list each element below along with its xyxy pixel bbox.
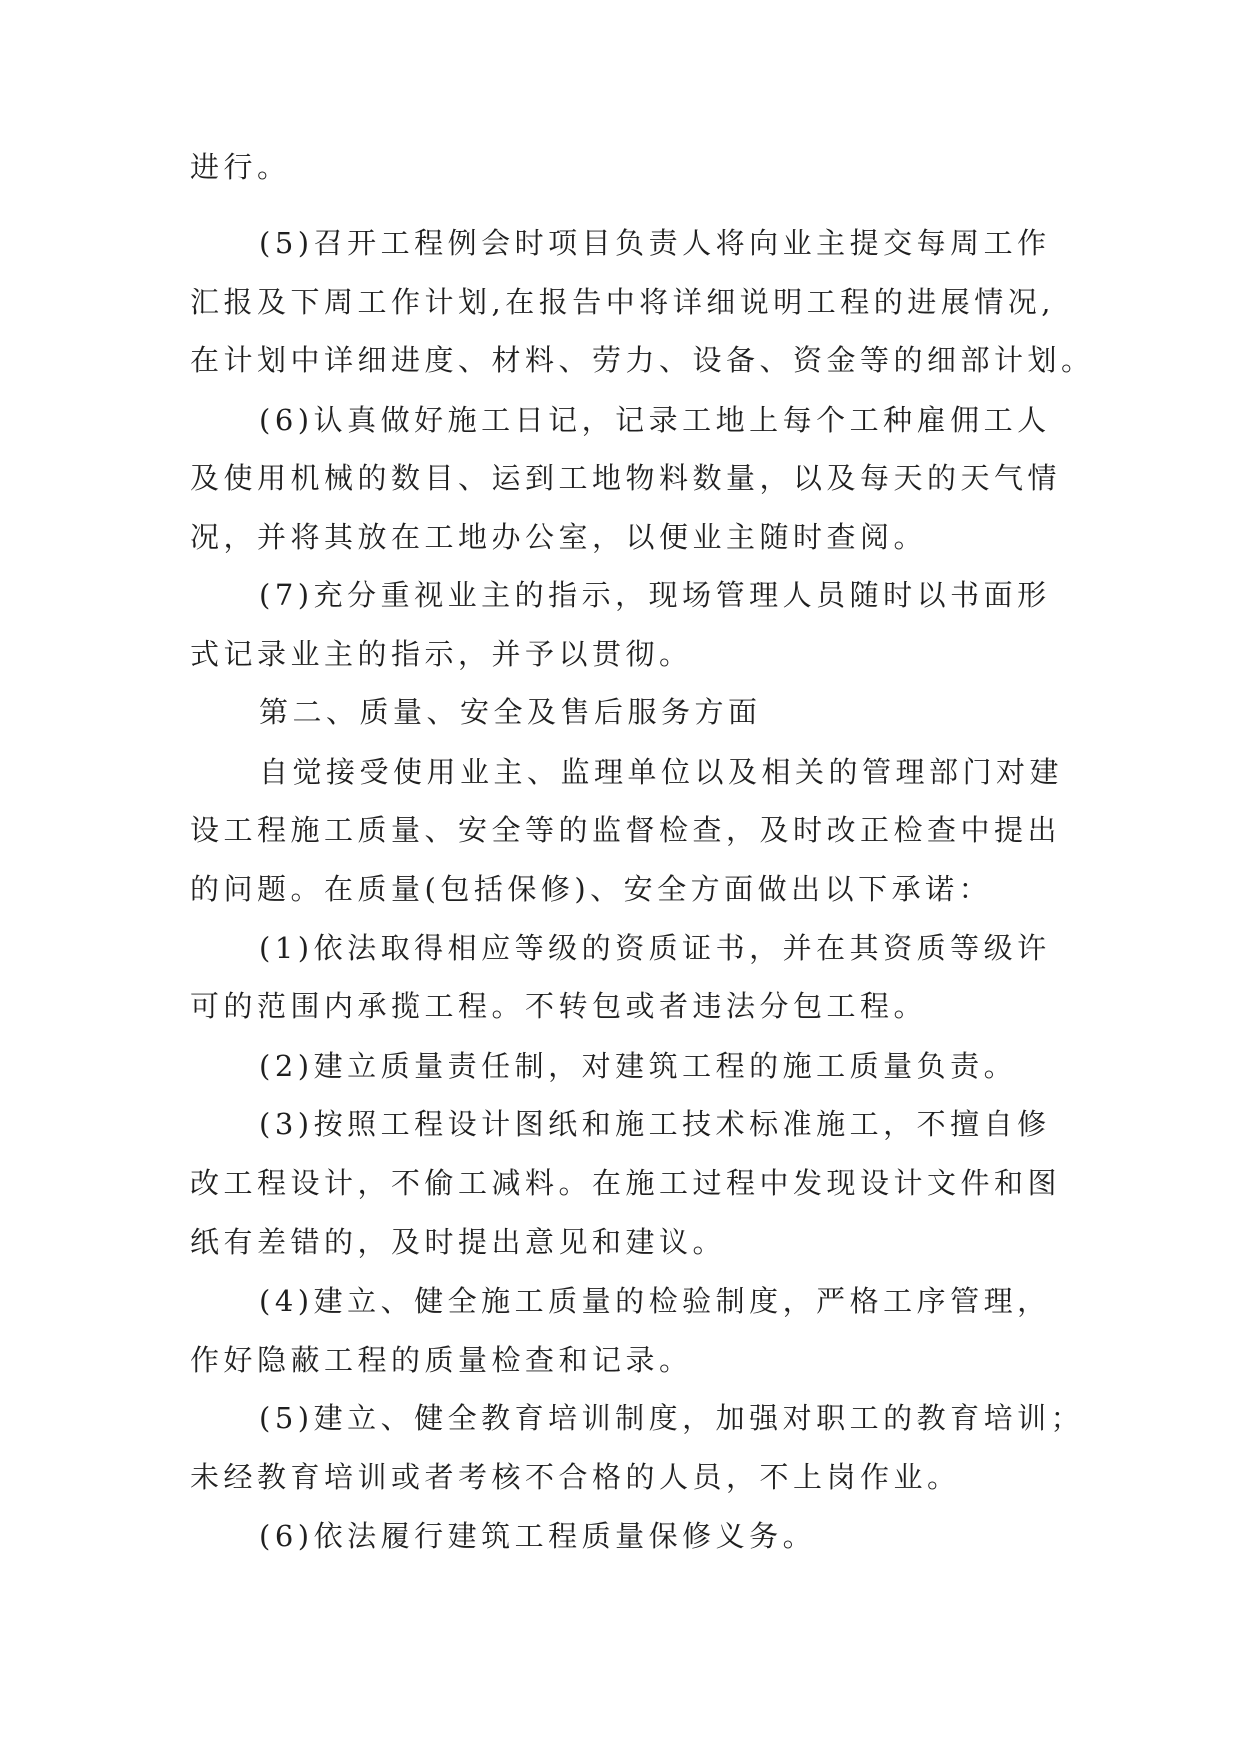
text-line: 的问题。在质量(包括保修)、安全方面做出以下承诺： <box>190 872 993 906</box>
text-line: (5)召开工程例会时项目负责人将向业主提交每周工作 <box>259 226 1051 260</box>
text-line: 可的范围内承揽工程。不转包或者违法分包工程。 <box>190 989 928 1023</box>
text-line: 作好隐蔽工程的质量检查和记录。 <box>190 1343 693 1377</box>
text-line: 在计划中详细进度、材料、劳力、设备、资金等的细部计划。 <box>190 343 1095 377</box>
text-line: (6)依法履行建筑工程质量保修义务。 <box>259 1519 817 1553</box>
text-line: 式记录业主的指示，并予以贯彻。 <box>190 637 693 671</box>
text-line: 汇报及下周工作计划,在报告中将详细说明工程的进展情况, <box>190 285 1055 319</box>
text-line: (5)建立、健全教育培训制度，加强对职工的教育培训； <box>259 1401 1085 1435</box>
text-line: 及使用机械的数目、运到工地物料数量，以及每天的天气情 <box>190 461 1062 495</box>
text-line: 未经教育培训或者考核不合格的人员，不上岗作业。 <box>190 1460 961 1494</box>
text-line: (1)依法取得相应等级的资质证书，并在其资质等级许 <box>259 931 1051 965</box>
text-line: (4)建立、健全施工质量的检验制度，严格工序管理， <box>259 1284 1051 1318</box>
text-line: (7)充分重视业主的指示，现场管理人员随时以书面形 <box>259 578 1051 612</box>
text-line: 纸有差错的，及时提出意见和建议。 <box>190 1225 727 1259</box>
text-line: (2)建立质量责任制，对建筑工程的施工质量负责。 <box>259 1049 1018 1083</box>
text-line: 改工程设计，不偷工减料。在施工过程中发现设计文件和图 <box>190 1166 1062 1200</box>
text-line: 况，并将其放在工地办公室，以便业主随时查阅。 <box>190 520 928 554</box>
text-line: 设工程施工质量、安全等的监督检查，及时改正检查中提出 <box>190 813 1062 847</box>
text-line: (6)认真做好施工日记，记录工地上每个工种雇佣工人 <box>259 403 1051 437</box>
text-line: 自觉接受使用业主、监理单位以及相关的管理部门对建 <box>259 755 1064 789</box>
section-heading: 第二、质量、安全及售后服务方面 <box>259 695 762 729</box>
text-line: (3)按照工程设计图纸和施工技术标准施工，不擅自修 <box>259 1107 1051 1141</box>
text-line: 进行。 <box>190 150 291 184</box>
